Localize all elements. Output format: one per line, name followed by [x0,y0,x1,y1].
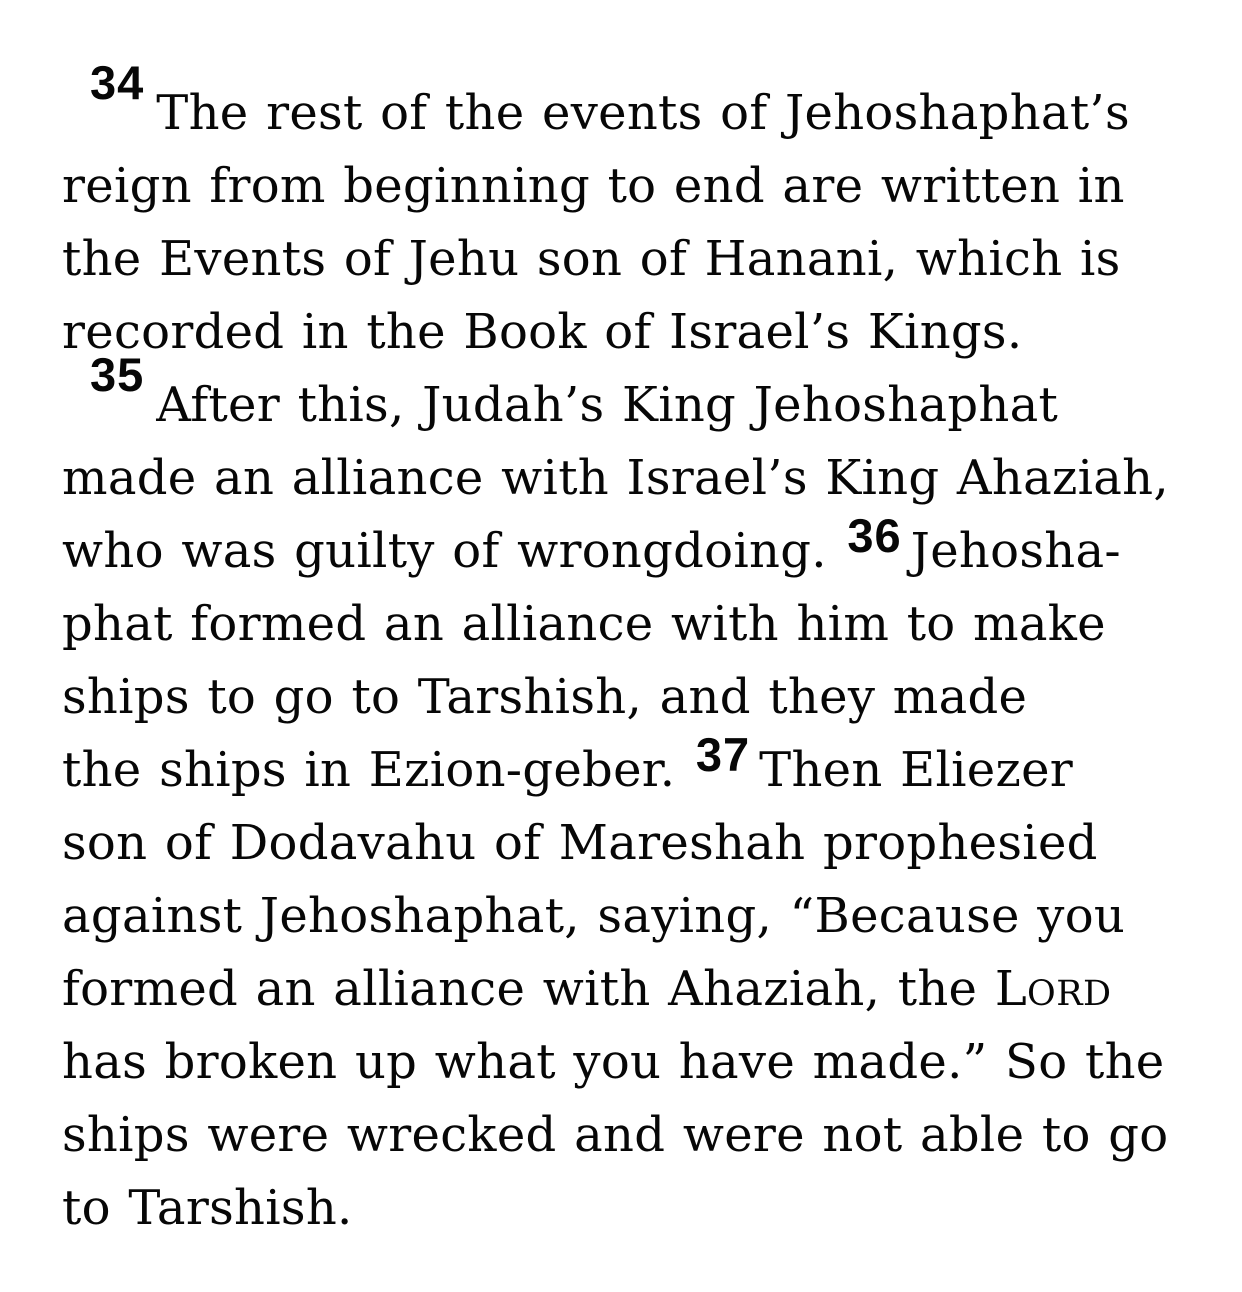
text-run: formed an alliance with Ahaziah, the [62,961,995,1017]
text-run: made an alliance with Israel’s King Ahaziah, [62,450,1169,506]
text-run: The rest of the events of Jehoshaphat’s [156,85,1130,141]
text-line [62,880,1184,953]
divine-name-smallcaps-rest: ORD [1027,974,1112,1014]
text-run: Then Eliezer [759,742,1074,798]
text-run: After this, Judah’s King Jehoshaphat [156,377,1059,433]
text-run: against Jehoshaphat, saying, “Because you [62,888,1126,944]
text-line [62,509,1184,588]
text-line [62,588,1184,661]
text-line [62,223,1184,296]
text-run: ships were wrecked and were not able to go [62,1107,1169,1163]
text-line [62,807,1184,880]
verse-number: 35 [90,348,145,401]
text-line [62,296,1184,369]
verse-number: 37 [695,728,751,781]
text-line [62,348,1184,442]
text-run: reign from beginning to end are written in [62,158,1125,214]
verse-number: 36 [847,509,902,562]
divine-name-smallcaps: LORD [994,961,1112,1017]
text-line [62,442,1184,515]
text-run: has broken up what you have made.” So the [62,1034,1165,1090]
text-run: to Tarshish. [62,1180,353,1236]
text-line [62,56,1184,150]
text-line [62,150,1184,223]
text-run: the ships in Ezion-geber. [62,742,693,798]
text-run: recorded in the Book of Israel’s Kings. [62,304,1023,360]
text-run: who was guilty of wrongdoing. [62,523,845,579]
text-run: ships to go to Tarshish, and they made [62,669,1028,725]
text-run: son of Dodavahu of Mareshah prophesied [62,815,1098,871]
text-run: Jehosha- [910,523,1121,579]
text-line [62,1099,1184,1172]
text-line [62,953,1184,1026]
text-line [62,661,1184,734]
text-run: the Events of Jehu son of Hanani, which is [62,231,1121,287]
text-line [62,728,1184,807]
verse-number: 34 [90,56,145,109]
text-line [62,1026,1184,1099]
text-run: phat formed an alliance with him to make [62,596,1106,652]
text-line [62,1172,1184,1245]
